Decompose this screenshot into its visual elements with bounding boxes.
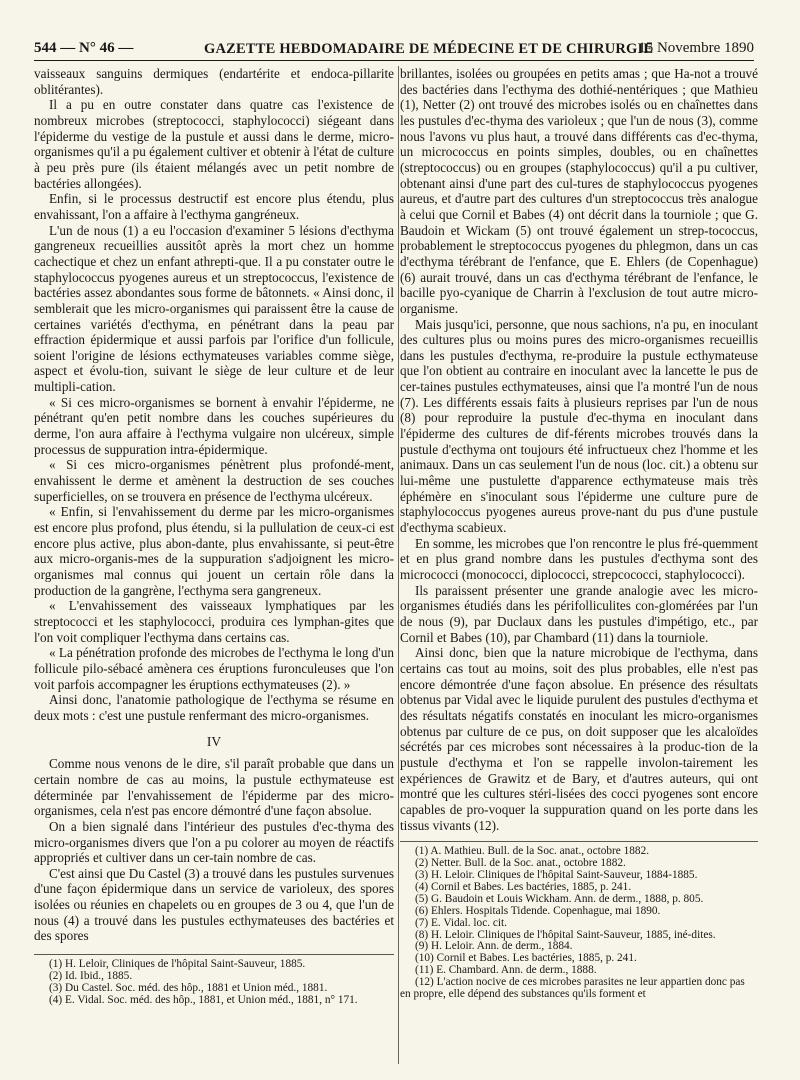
footnote: (5) G. Baudoin et Louis Wickham. Ann. de derm., 1888, p. 805.: [415, 892, 704, 905]
paragraph: Il a pu en outre constater dans quatre cas l'existence de nombreux microbes (streptococci, staphylococci) siégeant dans l'épiderme du vestige de la pustule et aussi dans le derme, micro-organismes qu'il a pu également cultiver et obtenir à l'état de culture à peu près pure (ils étaient mélangés avec un petit nombre de bactéries allongées).: [34, 97, 394, 191]
paragraph: vaisseaux sanguins dermiques (endartérite et endoca-pillarite oblitérantes).: [34, 66, 394, 97]
paragraph: « L'envahissement des vaisseaux lymphatiques par les streptococci et les staphylococci, produira ces lymphan-gites que l'on voit compliquer l'ecthyma dans certains cas.: [34, 598, 394, 645]
footnote: (9) H. Leloir. Ann. de derm., 1884.: [415, 940, 573, 953]
footnote: (12) L'action nocive de ces microbes parasites ne leur appartien donc pas en propre, elle dépend des substances qu'ils forment et: [400, 976, 745, 1001]
footnote: (1) H. Leloir, Cliniques de l'hôpital Saint-Sauveur, 1885.: [49, 958, 306, 971]
footnotes: [400, 841, 758, 1001]
paragraph: « Si ces micro-organismes pénètrent plus profondé-ment, envahissent le derme et amènent la destruction de ses couches superficielles, on se trouvera en présence de l'ecthyma ulcéreux.: [34, 457, 394, 504]
paragraph: Ils paraissent présenter une grande analogie avec les micro-organismes étudiés dans les périfolliculites con-glomérées par l'un de nous (9), par Duclaux dans les pustules d'impétigo, etc., par Cornil et Babes (10), par Chambard (11) dans la tourniole.: [400, 582, 758, 645]
footnote: (10) Cornil et Babes. Les bactéries, 1885, p. 241.: [415, 952, 637, 965]
paragraph: En somme, les microbes que l'on rencontre le plus fré-quemment et en plus grand nombre dans les pustules d'ecthyma sont des micrococci (monococci, diplococci, strepcococci, staphylococci).: [400, 535, 758, 582]
paragraph: C'est ainsi que Du Castel (3) a trouvé dans les pustules survenues d'une façon épidermique dans un service de varioleux, des spores isolées ou réunies en chapelets ou en groupes de 3 ou 4, que l'un de nous (4) a trouvé dans les pustules ecthymateuses des bactéries et des spores: [34, 865, 394, 944]
journal-title: GAZETTE HEBDOMADAIRE DE MÉDECINE ET DE CHIRURGIE: [204, 41, 654, 57]
paragraph: Mais jusqu'ici, personne, que nous sachions, n'a pu, en inoculant des cultures plus ou moins pures des micro-organismes recueillis dans les pustules d'ecthyma, re-produire la pustule ecthymateuse que l'on obtient au contraire en inoculant avec la lancette le pus de cer-taines pustules ecthymateuses, ainsi que l'a montré l'un de nous (7). Les différents essais faits à plusieurs reprises par l'un de nous (8) pour reproduire la pustule d'ec-thyma en inoculant dans l'épiderme des cultures de dif-férents microbes trouvés dans la pustule d'ecthyma ont toujours été infructueux chez l'homme et les animaux. Dans un cas seulement l'un de nous (loc. cit.) a obtenu sur lui-même une pustulette d'apparence ecthymateuse mais très éphémère en s'inoculant sous l'épiderme une culture pure de staphylococcus pyogenes aureus prove-nant du pus d'une pustule d'ecthyma scabieux.: [400, 316, 758, 536]
page-number: 544 — N° 46 —: [34, 40, 134, 56]
paragraph: L'un de nous (1) a eu l'occasion d'examiner 5 lésions d'ecthyma gangreneux recueillies aussitôt après la mort chez un homme cachectique et chez un enfant athrepti-que. Il a pu constater outre le staphylococcus pyogenes aureus et un streptococcus, l'existence de bactéries assez abondantes sous forme de bâtonnets. « Ainsi donc, il semblerait que les micro-organismes qui paraissent être la cause de certaines variétés d'ecthyma, en pénétrant dans la peau par effraction épidermique et aussi parfois par l'orifice d'un follicule, soient l'origine de lésions ecthymateuses variables comme siège, aspect et évolu-tion, suivant le siège de leur culture et de leur multipli-cation.: [34, 222, 394, 395]
footnote: (11) E. Chambard. Ann. de derm., 1888.: [415, 964, 597, 977]
left-column: [34, 66, 394, 1066]
paragraph: Ainsi donc, l'anatomie pathologique de l'ecthyma se résume en deux mots : c'est une pustule renfermant des micro-organismes.: [34, 692, 394, 723]
paragraph: Ainsi donc, bien que la nature microbique de l'ecthyma, dans certains cas tout au moins, soit des plus probables, elle n'est pas encore démontrée d'une façon absolue. En présence des résultats obtenus par Vidal avec le liquide purulent des pustules d'ecthyma et des résultats négatifs constatés en inoculant les micro-organismes obtenus par culture de ce pus, on doit supposer que les alcaloïdes sécrétés par ces microbes sont nécessaires à la produc-tion de la pustule d'ecthyma et l'on se rappelle involon-tairement les expériences de Grawitz et de Bary, et d'autres auteurs, qui ont montré que les cultures stéri-lisées des cocci pyogenes sont encore capables de pro-voquer la suppuration quand on les porte dans les tissus vivants (12).: [400, 645, 758, 833]
footnote: (2) Id. Ibid., 1885.: [49, 970, 133, 982]
right-column: [400, 66, 758, 1066]
footnote: (8) H. Leloir. Cliniques de l'hôpital Saint-Sauveur, 1885, iné-dites.: [415, 928, 716, 941]
footnote: (3) H. Leloir. Cliniques de l'hôpital Saint-Sauveur, 1884-1885.: [415, 868, 698, 881]
paragraph: Enfin, si le processus destructif est encore plus étendu, plus envahissant, l'on a affaire à l'ecthyma gangréneux.: [34, 191, 394, 222]
paragraph: On a bien signalé dans l'intérieur des pustules d'ec-thyma des micro-organismes divers que l'on a pu colorer au moyen de réactifs appropriés et cultiver dans un cer-tain nombre de cas.: [34, 818, 394, 866]
section-heading: IV: [206, 733, 222, 749]
paragraph: « La pénétration profonde des microbes de l'ecthyma le long d'un follicule pilo-sébacé amènera ces éruptions furonculeuses que l'on voit parfois accompagner les éruptions ecthymateuses (2). »: [34, 645, 394, 692]
paragraph: brillantes, isolées ou groupées en petits amas ; que Ha-not a trouvé des bactéries dans l'ecthyma des dothié-nentériques ; que Mathieu (1), Netter (2) ont trouvé des microbes isolés ou en chaînettes dans les pustules d'ec-thyma des varioleux ; que l'un de nous (3), comme nous l'avons vu plus haut, a trouvé dans différents cas d'ec-thyma, un micrococcus en points simples, doubles, ou en chaînettes (streptococcus) ou en groupes (staphylococcus) qu'il a pu cultiver, obtenant ainsi d'une part des cul-tures de staphylococcus pyogenes aureus, et d'autre part des cultures d'un streptococcus très analogue à celui que Cornil et Babes (4) ont décrit dans la tourniole ; que G. Baudoin et Wickam (5) ont trouvé également un strep-tococcus, probablement le streptococcus pyogenes du phlegmon, dans un cas d'ecthyma térébrant de l'enfance, que E. Ehlers (de Copenhague) (6) aurait trouvé, dans un cas d'ecthyma térébrant de l'enfance, le bacille pyo-cyanique de Charrin à l'exclusion de tout autre micro-organisme.: [400, 66, 758, 316]
paragraph: « Si ces micro-organismes se bornent à envahir l'épiderme, ne pénétrant qu'en petit nombre dans les couches supérieures du derme, l'on aura affaire à l'ecthyma vulgaire non ulcéreux, simple processus de suppuration intra-épidermique.: [34, 394, 394, 457]
page-header: [34, 38, 754, 61]
footnote: (3) Du Castel. Soc. méd. des hôp., 1881 et Union méd., 1881.: [49, 981, 328, 994]
footnote: (6) Ehlers. Hospitals Tidende. Copenhague, mai 1890.: [415, 904, 661, 917]
footnote: (7) E. Vidal. loc. cit.: [415, 916, 507, 929]
paragraph: Comme nous venons de le dire, s'il paraît probable que dans un certain nombre de cas au moins, la pustule ecthymateuse est déterminée par l'envahissement de l'épiderme par des micro-organismes, cela n'est pas encore démontré d'une façon absolue.: [34, 756, 394, 819]
issue-date: 15 Novembre 1890: [638, 40, 754, 56]
footnote: (2) Netter. Bull. de la Soc. anat., octobre 1882.: [415, 857, 626, 870]
column-divider: [398, 66, 399, 1064]
footnote: (1) A. Mathieu. Bull. de la Soc. anat., octobre 1882.: [415, 845, 650, 858]
footnote: (4) E. Vidal. Soc. méd. des hôp., 1881, et Union méd., 1881, n° 171.: [49, 993, 358, 1006]
footnote: (4) Cornil et Babes. Les bactéries, 1885, p. 241.: [415, 880, 632, 893]
footnotes: [34, 954, 394, 1007]
paragraph: « Enfin, si l'envahissement du derme par les micro-organismes est encore plus profond, plus étendu, si la pullulation de ceux-ci est encore plus active, plus abon-dante, plus envahissante, si peut-être aux micro-organis-mes de la suppuration s'adjoignent les micro-organismes mal connus qui jouent un certain rôle dans la production de la gangrène, l'ecthyma sera gangreneux.: [34, 504, 394, 598]
